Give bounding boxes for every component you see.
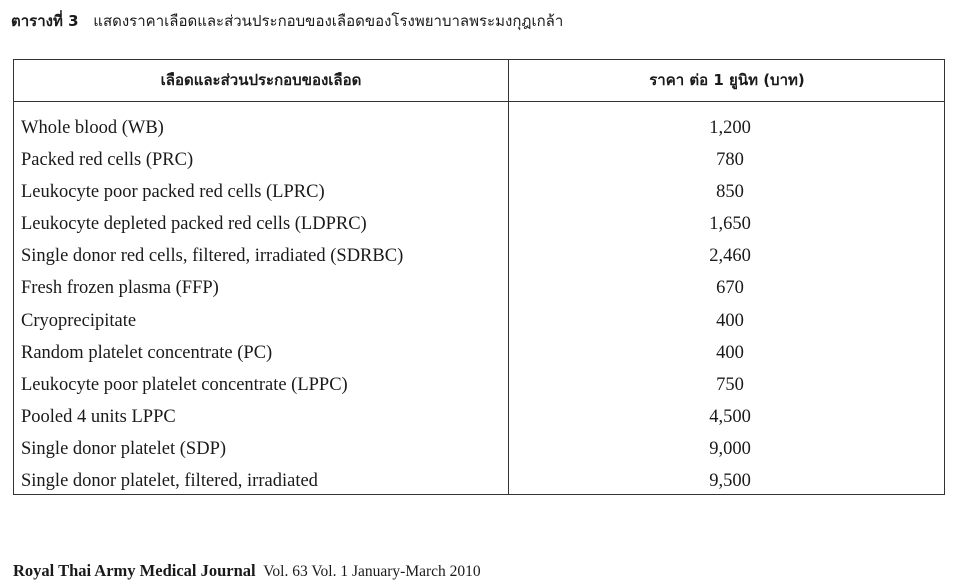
table-caption	[11, 9, 563, 33]
component-name: Leukocyte depleted packed red cells (LDPRC)	[21, 214, 367, 235]
table-row	[14, 176, 944, 208]
column-header-component: เลือดและส่วนประกอบของเลือด	[160, 71, 362, 89]
component-name: Whole blood (WB)	[21, 118, 164, 138]
component-price: 2,460	[709, 246, 751, 267]
component-name: Leukocyte poor platelet concentrate (LPPC)	[21, 374, 348, 395]
table-row	[14, 240, 944, 272]
table-row	[14, 465, 944, 497]
component-price: 9,000	[709, 438, 751, 459]
table-row	[14, 208, 944, 240]
table-row	[14, 337, 944, 369]
component-name: Pooled 4 units LPPC	[21, 406, 176, 427]
component-price: 780	[716, 150, 744, 171]
component-price: 4,500	[709, 406, 751, 427]
component-price: 850	[716, 182, 744, 203]
table-row	[14, 369, 944, 401]
price-table	[13, 59, 945, 495]
component-price: 1,650	[709, 214, 751, 235]
caption-label: ตารางที่ 3	[11, 12, 79, 30]
component-price: 9,500	[709, 471, 751, 492]
component-name: Single donor platelet (SDP)	[21, 438, 227, 459]
table-row	[14, 144, 944, 176]
component-name: Single donor platelet, filtered, irradiated	[21, 471, 318, 492]
component-name: Single donor red cells, filtered, irradiated (SDRBC)	[21, 246, 404, 267]
component-price: 750	[716, 374, 744, 395]
table-body	[14, 112, 944, 497]
journal-title: Royal Thai Army Medical Journal	[13, 561, 256, 580]
table-row	[14, 433, 944, 465]
caption-text: แสดงราคาเลือดและส่วนประกอบของเลือดของโรงพยาบาลพระมงกุฎเกล้า	[93, 12, 564, 30]
journal-footer	[13, 561, 481, 581]
component-price: 400	[716, 342, 744, 363]
component-name: Packed red cells (PRC)	[21, 150, 194, 171]
component-price: 400	[716, 310, 744, 331]
component-name: Fresh frozen plasma (FFP)	[21, 278, 219, 299]
component-name: Leukocyte poor packed red cells (LPRC)	[21, 182, 325, 203]
table-row	[14, 401, 944, 433]
component-price: 670	[716, 278, 744, 299]
component-name: Cryoprecipitate	[21, 310, 137, 331]
table-header-row	[14, 60, 944, 102]
column-header-price: ราคา ต่อ 1 ยูนิท (บาท)	[649, 71, 805, 89]
journal-issue: Vol. 63 Vol. 1 January-March 2010	[263, 563, 481, 580]
component-name: Random platelet concentrate (PC)	[21, 342, 273, 363]
table-row	[14, 305, 944, 337]
table-row	[14, 112, 944, 144]
table-row	[14, 272, 944, 304]
component-price: 1,200	[709, 118, 751, 138]
